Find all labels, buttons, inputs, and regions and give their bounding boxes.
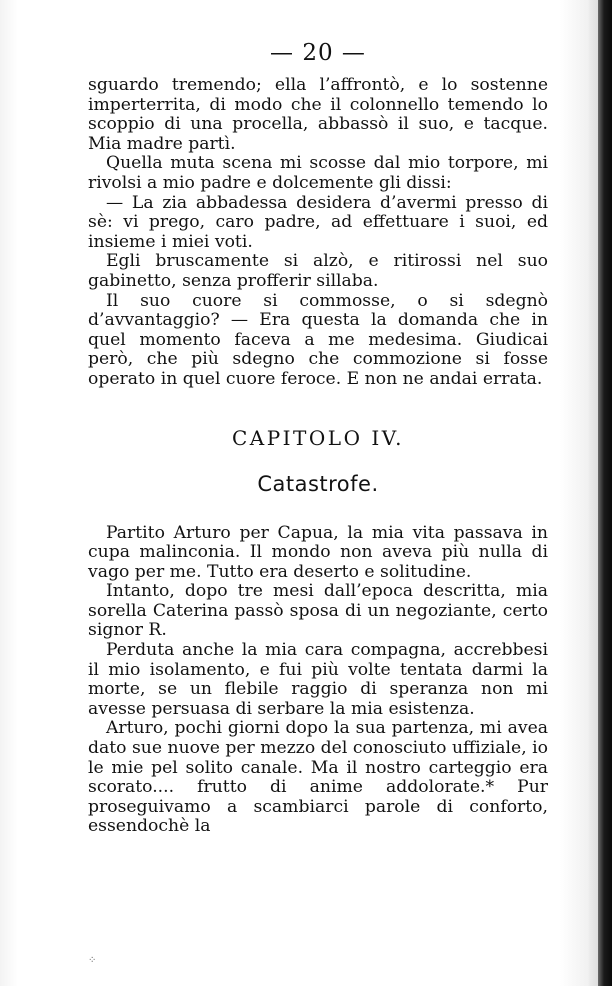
paragraph: Arturo, pochi giorni dopo la sua partenza, mi avea dato sue nuove per mezzo del conosciuto uffiziale, io le mie pel solito canale. Ma il nostro carteggio era scorato.... frutto di anime addolorate.* Pur proseguivamo a scambiarci parole di conforto, essendochè la	[88, 718, 548, 837]
page-number: — 20 —	[270, 40, 366, 66]
paragraph: Intanto, dopo tre mesi dall’epoca descritta, mia sorella Caterina passò sposa di un negoziante, certo signor R.	[88, 581, 548, 641]
text-block-top	[88, 76, 548, 390]
text-block-bottom	[88, 524, 548, 838]
page-content	[88, 40, 548, 837]
paragraph: Egli bruscamente si alzò, e ritirossi nel suo gabinetto, senza profferir sillaba.	[88, 251, 548, 291]
binding-shadow	[588, 0, 598, 986]
book-binding-edge	[598, 0, 612, 986]
paragraph: Perduta anche la mia cara compagna, accrebbesi il mio isolamento, e fui più volte tentata darmi la morte, se un flebile raggio di speranza non mi avesse persuasa di serbare la mia esistenza.	[88, 640, 548, 719]
paragraph: Partito Arturo per Capua, la mia vita passava in cupa malinconia. Il mondo non aveva più nulla di vago per me. Tutto era deserto e solitudine.	[88, 522, 548, 582]
paragraph: sguardo tremendo; ella l’affrontò, e lo sostenne imperterrita, di modo che il colonnello temendo lo scoppio di una procella, abbassò il suo, e tacque. Mia madre partì.	[88, 75, 548, 154]
paragraph: — La zia abbadessa desidera d’avermi presso di sè: vi prego, caro padre, ad effettuare i suoi, ed insieme i miei voti.	[88, 192, 548, 252]
print-speck: ⁘	[88, 955, 97, 966]
chapter-subtitle: Catastrofe.	[257, 471, 379, 496]
paragraph: Il suo cuore si commosse, o si sdegnò d’avvantaggio? — Era questa la domanda che in quel momento faceva a me medesima. Giudicai però, che più sdegno che commozione si fosse operato in quel cuore feroce. E non ne andai errata.	[88, 290, 548, 389]
chapter-heading: CAPITOLO IV.	[231, 425, 405, 450]
paragraph: Quella muta scena mi scosse dal mio torpore, mi rivolsi a mio padre e dolcemente gli dissi:	[88, 153, 548, 193]
